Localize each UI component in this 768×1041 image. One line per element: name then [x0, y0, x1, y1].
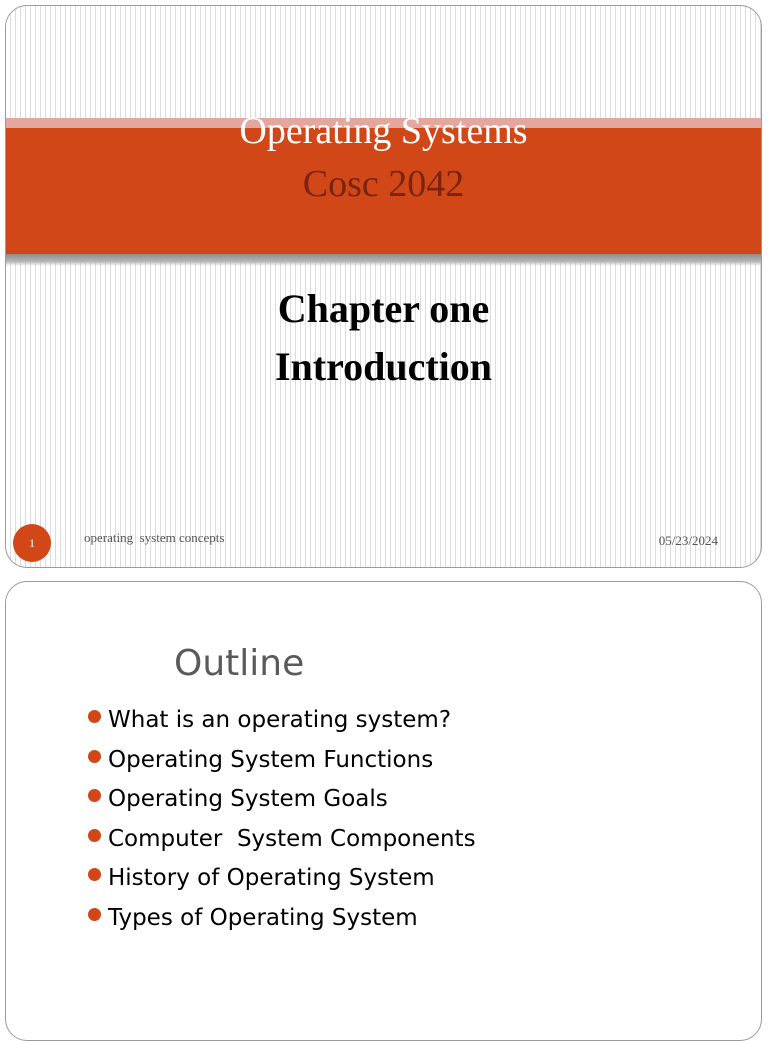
- chapter-subtitle: Introduction: [274, 344, 493, 389]
- bullet-icon: [88, 750, 101, 763]
- list-item-text: History of Operating System: [108, 865, 435, 892]
- list-item: [88, 742, 434, 782]
- outline-list: [88, 702, 476, 940]
- title-band-shadow: [6, 254, 761, 266]
- list-item-text: Computer System Components: [108, 825, 476, 852]
- presentation-title: Operating Systems: [239, 110, 528, 152]
- list-item: [88, 821, 476, 861]
- course-code: Cosc 2042: [302, 163, 465, 205]
- bullet-icon: [88, 829, 101, 842]
- slide-number-badge: 1: [13, 524, 51, 562]
- footer-text: operating system concepts: [84, 530, 225, 545]
- list-item-text: Operating System Functions: [108, 746, 434, 773]
- list-item: [88, 900, 418, 940]
- list-item-text: Operating System Goals: [108, 786, 388, 813]
- list-item: [88, 781, 388, 821]
- outline-title: Outline: [174, 643, 305, 684]
- list-item: [88, 702, 452, 742]
- list-item: [88, 860, 435, 900]
- bullet-icon: [88, 868, 101, 881]
- title-slide: [5, 5, 762, 568]
- list-item-text: What is an operating system?: [108, 707, 452, 733]
- footer-date: 05/23/2024: [658, 533, 718, 548]
- outline-slide: [5, 581, 762, 1041]
- bullet-icon: [88, 789, 101, 802]
- bullet-icon: [88, 908, 101, 921]
- list-item-text: Types of Operating System: [108, 904, 418, 931]
- chapter-heading: Chapter one: [277, 286, 490, 331]
- bullet-icon: [88, 710, 101, 723]
